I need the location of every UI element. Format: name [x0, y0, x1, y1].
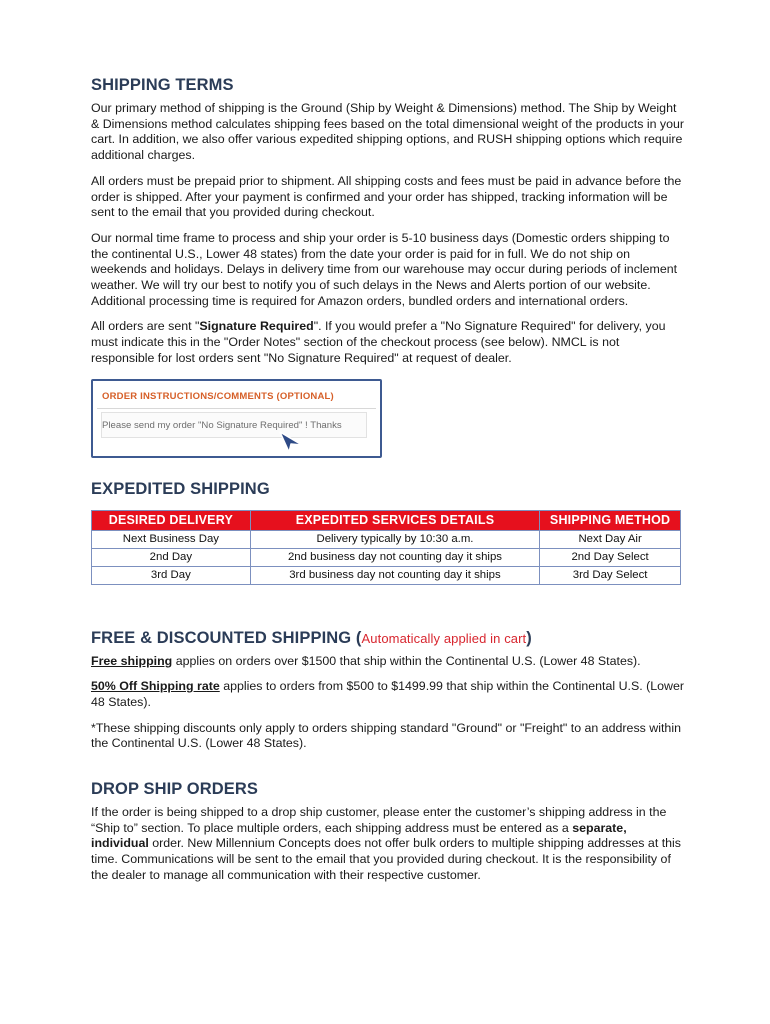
expedited-shipping-heading: EXPEDITED SHIPPING — [91, 479, 270, 498]
shipping-terms-heading: SHIPPING TERMS — [91, 76, 234, 94]
free-shipping-paragraph: Free shipping applies on orders over $1500 that ship within the Continental U.S. (Lower 48 States). — [91, 653, 641, 668]
table-cell: Next Business Day — [92, 530, 251, 548]
table-cell: 3rd Day Select — [540, 566, 681, 584]
document-page — [91, 76, 685, 894]
order-comments-text: Please send my order "No Signature Required" ! Thanks — [102, 419, 342, 431]
discount-footnote: *These shipping discounts only apply to orders shipping standard "Ground" or "Freight" to an address within the Continental U.S. (Lower 48 States). — [91, 720, 681, 751]
table-cell: Delivery typically by 10:30 a.m. — [250, 530, 539, 548]
signature-required-paragraph: All orders are sent "Signature Required". If you would prefer a "No Signature Required" for delivery, you must indicate this in the "Order Notes" section of the checkout process (see below). NMCL is not responsible for lost orders sent "No Signature Required" at request of dealer. — [91, 319, 666, 365]
table-cell: 3rd Day — [92, 566, 251, 584]
table-header-row — [92, 510, 681, 530]
table-cell: 2nd business day not counting day it ships — [250, 548, 539, 566]
free-discounted-shipping-heading: FREE & DISCOUNTED SHIPPING (Automatically applied in cart) — [91, 628, 532, 647]
shipping-terms-paragraph-3: Our normal time frame to process and ship your order is 5-10 business days (Domestic orders shipping to the continental U.S., Lower 48 states) from the date your order is paid for in full. We do not ship on weekends and holidays. Delays in delivery time from our warehouse may occur during periods of inclement weather. We will try our best to notify you of such delays in the News and Alerts portion of our website. Additional processing time is required for Amazon orders, bundled orders and international orders. — [91, 230, 678, 308]
order-instructions-screenshot — [91, 379, 382, 458]
drop-ship-orders-heading: DROP SHIP ORDERS — [91, 780, 258, 799]
screenshot-divider — [97, 408, 376, 409]
table-cell: 3rd business day not counting day it ships — [250, 566, 539, 584]
table-cell: 2nd Day Select — [540, 548, 681, 566]
table-row — [92, 530, 681, 548]
table-cell: Next Day Air — [540, 530, 681, 548]
table-row — [92, 548, 681, 566]
order-instructions-title: ORDER INSTRUCTIONS/COMMENTS (OPTIONAL) — [102, 390, 334, 402]
separate-individual-emphasis: separate, individual — [91, 820, 627, 851]
drop-ship-paragraph: If the order is being shipped to a drop ship customer, please enter the customer’s shipping address in the “Ship to” section. To place multiple orders, each shipping address must be entered as a separate, individual order. New Millennium Concepts does not offer bulk orders to multiple shipping addresses at this time. Communications will be sent to the email that you provided during checkout. It is the responsibility of the dealer to manage all communication with their respective customer. — [91, 805, 681, 882]
signature-required-emphasis: Signature Required — [199, 319, 314, 334]
mouse-cursor-icon — [277, 430, 305, 454]
shipping-terms-paragraph-2: All orders must be prepaid prior to shipment. All shipping costs and fees must be paid in advance before the order is shipped. After your payment is confirmed and your order has shipped, tracking information will be sent to the email that you provided during checkout. — [91, 173, 682, 220]
discount-shipping-label: 50% Off Shipping rate — [91, 679, 220, 694]
table-cell: 2nd Day — [92, 548, 251, 566]
expedited-shipping-table — [91, 510, 681, 585]
column-header: DESIRED DELIVERY — [92, 510, 251, 530]
column-header: SHIPPING METHOD — [540, 510, 681, 530]
table-row — [92, 566, 681, 584]
shipping-terms-paragraph-1: Our primary method of shipping is the Ground (Ship by Weight & Dimensions) method. The Ship by Weight & Dimensions method calculates shipping fees based on the total dimensional weight of the products in your cart. In addition, we also offer various expedited shipping options, and RUSH shipping options which require additional charges. — [91, 101, 685, 163]
column-header: EXPEDITED SERVICES DETAILS — [250, 510, 539, 530]
free-shipping-label: Free shipping — [91, 653, 173, 668]
discount-shipping-paragraph: 50% Off Shipping rate applies to orders from $500 to $1499.99 that ship within the Continental U.S. (Lower 48 States). — [91, 679, 684, 709]
automatically-applied-note: Automatically applied in cart — [361, 630, 527, 646]
